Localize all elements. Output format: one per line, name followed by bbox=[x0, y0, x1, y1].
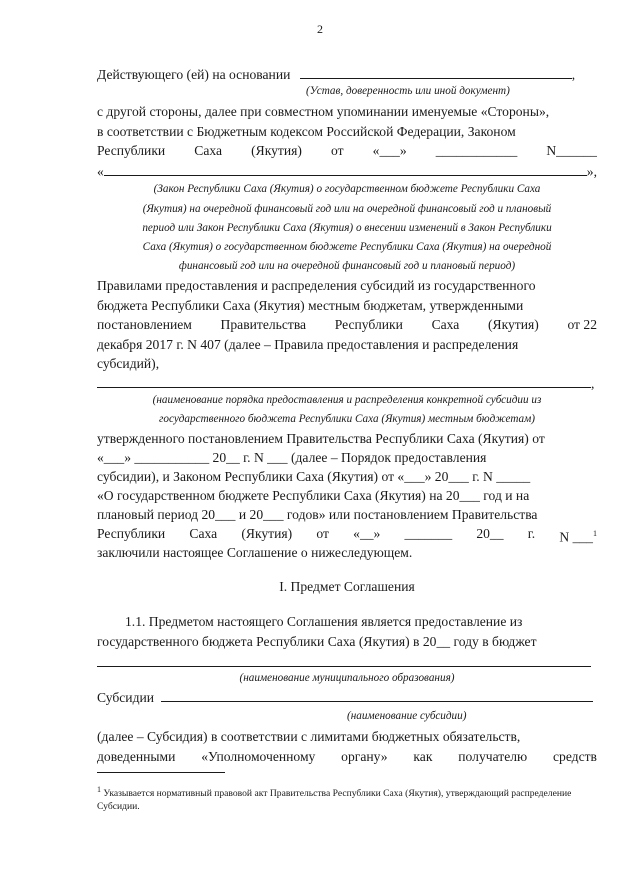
text-line bbox=[97, 316, 597, 334]
word: Саха bbox=[194, 143, 223, 158]
page-number: 2 bbox=[317, 22, 323, 36]
word: г. bbox=[527, 526, 536, 541]
word: средств bbox=[552, 749, 597, 764]
caption-basis: (Устав, доверенность или иной документ) bbox=[306, 85, 510, 97]
text-line: «___» ___________ 20__ г. N ___ (далее – Порядок предоставления bbox=[97, 450, 487, 465]
text-line: декабря 2017 г. N 407 (далее – Правила предоставления и распределения bbox=[97, 337, 519, 352]
word: Республики bbox=[334, 317, 403, 332]
caption-law-2: (Якутия) на очередной финансовый год или на очередной финансовый год и плановый bbox=[142, 203, 552, 215]
procedure-line bbox=[97, 374, 597, 393]
text-line: 1.1. Предметом настоящего Соглашения является предоставление из bbox=[125, 614, 523, 629]
word: _______ bbox=[404, 526, 453, 541]
word: (Якутия) bbox=[241, 526, 293, 541]
word: Правительства bbox=[220, 317, 307, 332]
word: (Якутия) bbox=[487, 317, 539, 332]
subsidy-label: Субсидии bbox=[97, 690, 155, 705]
text-line: плановый период 20___ и 20___ годов» или постановлением Правительства bbox=[97, 507, 538, 522]
footnote-text: Указывается нормативный правовой акт Правительства Республики Саха (Якутия), утверждающий распределение Субсидии. bbox=[97, 788, 572, 813]
law-date-line bbox=[97, 142, 597, 160]
caption-law-4: Саха (Якутия) о государственном бюджете Республики Саха (Якутия) на очередной bbox=[142, 241, 552, 253]
word: Республики bbox=[97, 526, 166, 541]
footnote-ref: 1 bbox=[592, 529, 597, 538]
word: получателю bbox=[458, 749, 528, 764]
text-line: с другой стороны, далее при совместном упоминании именуемые «Стороны», bbox=[97, 104, 550, 119]
word: «Уполномоченному bbox=[201, 749, 316, 764]
section-heading: I. Предмет Соглашения bbox=[279, 579, 415, 594]
caption-municipality: (наименование муниципального образования) bbox=[239, 672, 455, 684]
text-line: заключили настоящее Соглашение о нижеследующем. bbox=[97, 545, 413, 560]
subsidy-blank bbox=[161, 688, 593, 702]
caption-law-5: финансовый год или на очередной финансовый год и плановый период) bbox=[178, 260, 516, 272]
caption-procedure-1: (наименование порядка предоставления и распределения конкретной субсидии из bbox=[152, 394, 542, 406]
basis-end: , bbox=[571, 67, 576, 82]
text-line: в соответствии с Бюджетным кодексом Российской Федерации, Законом bbox=[97, 124, 516, 139]
text-line: утвержденного постановлением Правительства Республики Саха (Якутия) от bbox=[97, 431, 545, 446]
word: N______ bbox=[546, 143, 597, 158]
quote-open: « bbox=[97, 164, 104, 179]
word: от bbox=[316, 526, 329, 541]
word: Саха bbox=[431, 317, 460, 332]
word: (Якутия) bbox=[251, 143, 302, 158]
word: «__» bbox=[353, 526, 381, 541]
quote-close: », bbox=[586, 164, 597, 179]
word: ____________ bbox=[435, 143, 518, 158]
basis-line bbox=[97, 65, 597, 84]
subsidy-line bbox=[97, 688, 597, 707]
word: доведенными bbox=[97, 749, 176, 764]
word: 20__ bbox=[476, 526, 504, 541]
procedure-end: , bbox=[591, 376, 595, 391]
caption-procedure-2: государственного бюджета Республики Саха (Якутия) местным бюджетам) bbox=[158, 413, 536, 425]
footnote-separator bbox=[97, 772, 225, 773]
text-line: государственного бюджета Республики Саха (Якутия) в 20__ году в бюджет bbox=[97, 634, 537, 649]
text-line: Правилами предоставления и распределения субсидий из государственного bbox=[97, 278, 536, 293]
word: N ___$^1$ bbox=[559, 529, 597, 545]
procedure-blank bbox=[97, 374, 591, 388]
footnote-mark: 1 bbox=[97, 785, 101, 794]
word: от bbox=[331, 143, 344, 158]
word: «___» bbox=[372, 143, 407, 158]
word: органу» bbox=[341, 749, 388, 764]
caption-law-1: (Закон Республики Саха (Якутия) о государственном бюджете Республики Саха bbox=[153, 183, 541, 195]
caption-law-3: период или Закон Республики Саха (Якутия) о внесении изменений в Закон Республики bbox=[142, 222, 552, 234]
word: Республики bbox=[97, 143, 166, 158]
text-line bbox=[97, 748, 597, 766]
law-name-blank bbox=[104, 162, 587, 176]
municipality-blank bbox=[97, 666, 591, 667]
basis-label: Действующего (ей) на основании bbox=[97, 67, 291, 82]
word: Саха bbox=[189, 526, 218, 541]
word: постановлением bbox=[97, 317, 192, 332]
text-line: субсидий), bbox=[97, 356, 160, 371]
law-name-line bbox=[97, 162, 597, 181]
text-line: (далее – Субсидия) в соответствии с лимитами бюджетных обязательств, bbox=[97, 729, 521, 744]
text-line: бюджета Республики Саха (Якутия) местным бюджетам, утвержденными bbox=[97, 298, 524, 313]
text-line: субсидии), и Законом Республики Саха (Якутия) от «___» 20___ г. N _____ bbox=[97, 469, 531, 484]
basis-blank bbox=[300, 65, 572, 79]
caption-subsidy: (наименование субсидии) bbox=[347, 710, 467, 722]
word: от 22 bbox=[567, 317, 597, 332]
text-line: «О государственном бюджете Республики Саха (Якутия) на 20___ год и на bbox=[97, 488, 530, 503]
footnote bbox=[97, 783, 597, 813]
word: как bbox=[413, 749, 433, 764]
